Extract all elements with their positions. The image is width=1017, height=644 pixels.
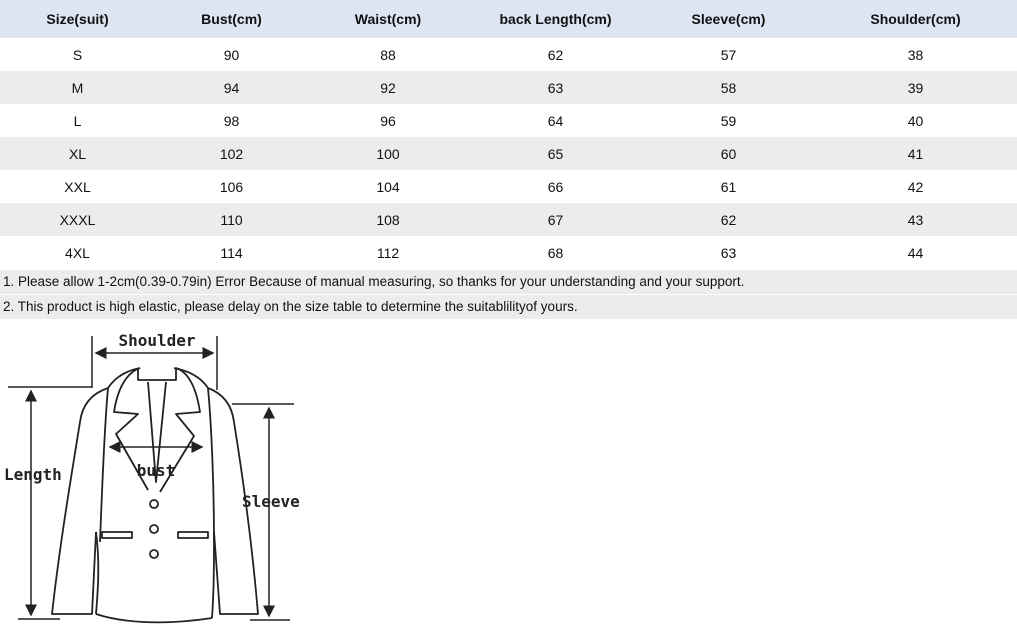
cell-size: XXXL: [0, 203, 155, 236]
cell-waist: 108: [308, 203, 468, 236]
cell-size: S: [0, 38, 155, 71]
cell-sleeve: 59: [643, 104, 814, 137]
cell-size: XXL: [0, 170, 155, 203]
header-back-length: back Length(cm): [468, 0, 643, 38]
cell-waist: 92: [308, 71, 468, 104]
cell-size: L: [0, 104, 155, 137]
cell-shoulder: 41: [814, 137, 1017, 170]
header-waist: Waist(cm): [308, 0, 468, 38]
cell-shoulder: 38: [814, 38, 1017, 71]
cell-back-length: 65: [468, 137, 643, 170]
jacket-illustration: [52, 368, 258, 622]
table-row: [0, 236, 1017, 269]
header-size: Size(suit): [0, 0, 155, 38]
jacket-measurement-diagram: [0, 322, 310, 644]
table-header-row: [0, 0, 1017, 38]
table-row: [0, 104, 1017, 137]
cell-back-length: 67: [468, 203, 643, 236]
table-row: [0, 38, 1017, 71]
cell-sleeve: 61: [643, 170, 814, 203]
note-measurement-error: 1. Please allow 1-2cm(0.39-0.79in) Error Because of manual measuring, so thanks for your understanding and your support.: [0, 270, 1017, 294]
cell-back-length: 66: [468, 170, 643, 203]
table-row: [0, 203, 1017, 236]
cell-shoulder: 42: [814, 170, 1017, 203]
note-elasticity: 2. This product is high elastic, please delay on the size table to determine the suitablilityof yours.: [0, 295, 1017, 319]
table-row: [0, 71, 1017, 104]
cell-size: 4XL: [0, 236, 155, 269]
size-chart-table: [0, 0, 1017, 269]
cell-bust: 102: [155, 137, 308, 170]
cell-sleeve: 63: [643, 236, 814, 269]
cell-bust: 106: [155, 170, 308, 203]
cell-back-length: 68: [468, 236, 643, 269]
cell-bust: 98: [155, 104, 308, 137]
cell-back-length: 63: [468, 71, 643, 104]
cell-waist: 104: [308, 170, 468, 203]
cell-shoulder: 43: [814, 203, 1017, 236]
length-label: Length: [4, 465, 62, 484]
header-bust: Bust(cm): [155, 0, 308, 38]
header-sleeve: Sleeve(cm): [643, 0, 814, 38]
cell-size: M: [0, 71, 155, 104]
table-row: [0, 137, 1017, 170]
cell-waist: 112: [308, 236, 468, 269]
cell-bust: 90: [155, 38, 308, 71]
cell-shoulder: 39: [814, 71, 1017, 104]
cell-back-length: 64: [468, 104, 643, 137]
header-shoulder: Shoulder(cm): [814, 0, 1017, 38]
cell-size: XL: [0, 137, 155, 170]
sleeve-measure: [232, 404, 294, 620]
shoulder-label: Shoulder: [118, 331, 196, 350]
cell-shoulder: 40: [814, 104, 1017, 137]
cell-sleeve: 57: [643, 38, 814, 71]
cell-back-length: 62: [468, 38, 643, 71]
table-row: [0, 170, 1017, 203]
cell-sleeve: 62: [643, 203, 814, 236]
cell-waist: 96: [308, 104, 468, 137]
cell-sleeve: 58: [643, 71, 814, 104]
cell-waist: 100: [308, 137, 468, 170]
cell-shoulder: 44: [814, 236, 1017, 269]
cell-bust: 94: [155, 71, 308, 104]
cell-bust: 114: [155, 236, 308, 269]
cell-waist: 88: [308, 38, 468, 71]
cell-sleeve: 60: [643, 137, 814, 170]
cell-bust: 110: [155, 203, 308, 236]
sleeve-label: Sleeve: [242, 492, 300, 511]
bust-label: bust: [136, 461, 176, 480]
